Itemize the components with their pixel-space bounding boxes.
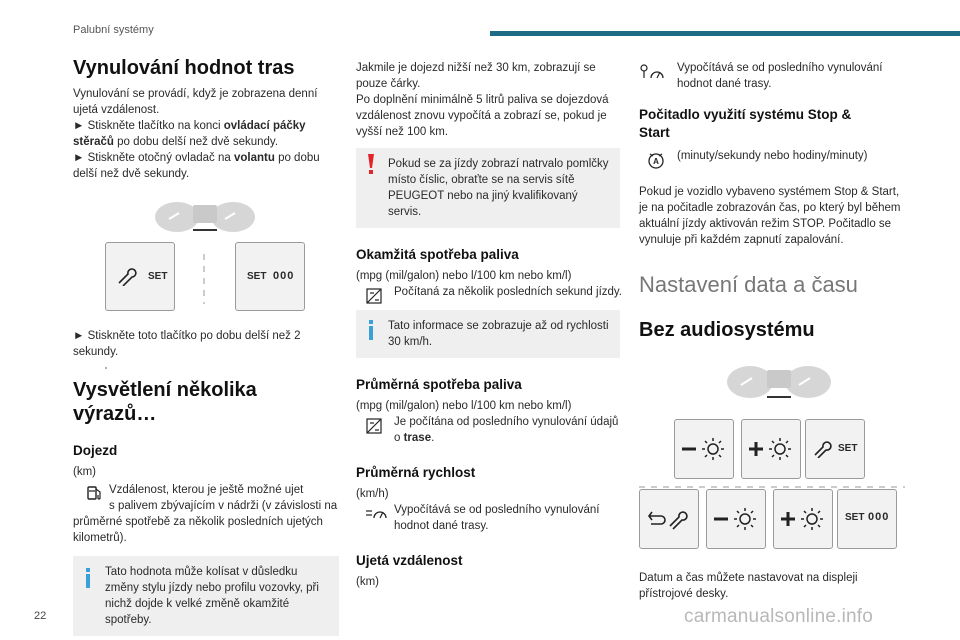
step-wheel <box>73 150 339 182</box>
speed-info-text: Tato informace se zobrazuje až od rychlosti 30 km/h. <box>388 320 609 348</box>
brightness-down-icon <box>681 436 729 462</box>
info-icon <box>83 568 93 588</box>
steering-panel-icon-2 <box>727 362 831 404</box>
brightness-down-button[interactable] <box>674 419 734 479</box>
set-button-3[interactable] <box>805 419 865 479</box>
speed-info-note <box>356 310 620 358</box>
warning-note <box>356 148 620 228</box>
step-wheel-b: volantu <box>233 152 275 164</box>
range-note-text: Tato hodnota může kolísat v důsledku změny stylu jízdy nebo profilu vozovky, při nichž dojde k velké změně okamžité spotřeby. <box>105 566 319 626</box>
brightness-up-button-2[interactable] <box>773 489 833 549</box>
zero-label-2: 000 <box>868 511 890 523</box>
range-text-1: Vzdálenost, kterou je ještě možné ujet <box>109 484 304 496</box>
distance-text: Vypočítává se od posledního vynulování hodnot dané trasy. <box>677 62 883 90</box>
section-label: Palubní systémy <box>73 24 154 36</box>
distance-row <box>639 60 905 92</box>
set-label-2: SET <box>247 271 267 282</box>
instant-text: Počítaná za několik posledních sekund jízdy. <box>394 286 623 298</box>
range-units: (km) <box>73 466 96 478</box>
distance-icon <box>639 64 667 80</box>
set-button-illustration <box>73 182 339 370</box>
set-label-4: SET <box>845 512 865 523</box>
heading-date-time: Nastavení data a času <box>639 272 858 297</box>
press-button-step: ► Stiskněte toto tlačítko po dobu delší než 2 sekundy. <box>73 330 301 358</box>
info-icon-2 <box>366 320 376 340</box>
average-text-c: . <box>431 432 435 444</box>
set-label: SET <box>148 271 168 282</box>
brightness-up-button[interactable] <box>741 419 801 479</box>
warning-icon <box>366 154 376 176</box>
heading-no-audio: Bez audiosystému <box>639 319 815 341</box>
column-2 <box>356 60 622 590</box>
set-button[interactable] <box>105 242 175 311</box>
set-label-3: SET <box>838 443 858 454</box>
title-reset-trip: Vynulování hodnot tras <box>73 57 295 79</box>
column-1 <box>73 56 339 636</box>
heading-instant: Okamžitá spotřeba paliva <box>356 247 519 262</box>
range-row <box>73 482 339 498</box>
stop-start-icon <box>647 150 665 170</box>
intro-text: Vynulování se provádí, když je zobrazena denní ujetá vzdálenost. <box>73 88 318 116</box>
range-text-2 <box>73 498 339 546</box>
brightness-up-icon <box>748 436 796 462</box>
steering-panel-icon <box>155 197 255 237</box>
speed-text: Vypočítává se od posledního vynulování hodnot dané trasy. <box>394 504 600 532</box>
heading-speed: Průměrná rychlost <box>356 465 476 480</box>
step-stalk-b: ovládací páčky stěračů <box>73 120 306 148</box>
warning-text: Pokud se za jízdy zobrazí natrvalo pomlčky místo číslic, obraťte se na servis sítě PEUGEOT nebo na jiný kvalifikovaný servis. <box>388 158 609 218</box>
back-wrench-icon <box>646 508 692 530</box>
range-note <box>73 556 339 636</box>
date-text: Datum a čas můžete nastavovat na displeji přístrojové desky. <box>639 572 858 600</box>
average-speed-icon <box>366 506 388 520</box>
stopstart-text: Pokud je vozidlo vybaveno systémem Stop & Start, je na počitadle zobrazován čas, po který byl během aktuální jízdy aktivován režim STOP. Počitadlo se vynuluje při každém zapnutí zapalování. <box>639 186 901 246</box>
average-text-b: trase <box>403 432 432 444</box>
header-accent-bar <box>490 31 960 36</box>
average-units: (mpg (mil/galon) nebo l/100 km nebo km/l) <box>356 400 572 412</box>
heading-distance: Ujetá vzdálenost <box>356 553 463 568</box>
refuel-info: Po doplnění minimálně 5 litrů paliva se dojezdová vzdálenost znovu vypočítá a zobrazí se, pokud je vyšší než 100 km. <box>356 94 609 138</box>
heading-range: Dojezd <box>73 443 118 458</box>
back-set-button[interactable] <box>639 489 699 549</box>
brightness-down-button-2[interactable] <box>706 489 766 549</box>
set-000-button-2[interactable] <box>837 489 897 549</box>
fuel-pump-icon <box>85 484 103 502</box>
average-consumption-icon <box>366 418 382 434</box>
speed-units: (km/h) <box>356 488 389 500</box>
date-buttons-illustration <box>639 342 905 582</box>
step-stalk <box>73 118 339 150</box>
wrench-icon-2 <box>812 440 832 458</box>
heading-stopstart: Počitadlo využití systému Stop & Start <box>639 107 852 140</box>
brightness-up-icon-2 <box>780 506 828 532</box>
step-stalk-c: po dobu delší než dvě sekundy. <box>113 136 279 148</box>
separator-dashes <box>201 254 207 304</box>
average-row <box>356 414 622 446</box>
step-wheel-c: po dobu delší než dvě sekundy. <box>73 152 320 180</box>
step-stalk-a: ► Stiskněte tlačítko na konci <box>73 120 224 132</box>
page-number: 22 <box>34 610 47 622</box>
set-000-button[interactable] <box>235 242 305 311</box>
dash-info: Jakmile je dojezd nižší než 30 km, zobrazují se pouze čárky. <box>356 62 596 90</box>
svg-text:A: A <box>653 157 659 166</box>
stopstart-units: (minuty/sekundy nebo hodiny/minuty) <box>677 150 868 162</box>
title-explanations: Vysvětlení několika výrazů… <box>73 379 257 425</box>
heading-average: Průměrná spotřeba paliva <box>356 377 522 392</box>
instant-row <box>356 284 622 300</box>
instant-units: (mpg (mil/galon) nebo l/100 km nebo km/l) <box>356 270 572 282</box>
distance-units: (km) <box>356 576 379 588</box>
step-wheel-a: ► Stiskněte otočný ovladač na <box>73 152 234 164</box>
column-3 <box>639 60 905 602</box>
instant-consumption-icon <box>366 288 382 304</box>
average-text-a: Je počítána od posledního vynulování údajů o <box>394 416 619 444</box>
zero-label: 000 <box>273 270 295 282</box>
wrench-icon <box>116 268 138 286</box>
average-text <box>356 414 622 446</box>
watermark: carmanualsonline.info <box>684 606 874 627</box>
speed-row <box>356 502 622 534</box>
stopstart-row <box>639 148 905 164</box>
range-text-2-inner: s palivem zbývajícím v nádrži (v závislosti na průměrné spotřebě za několik posledních ujetých kilometrů). <box>73 500 338 544</box>
brightness-down-icon-2 <box>713 506 761 532</box>
